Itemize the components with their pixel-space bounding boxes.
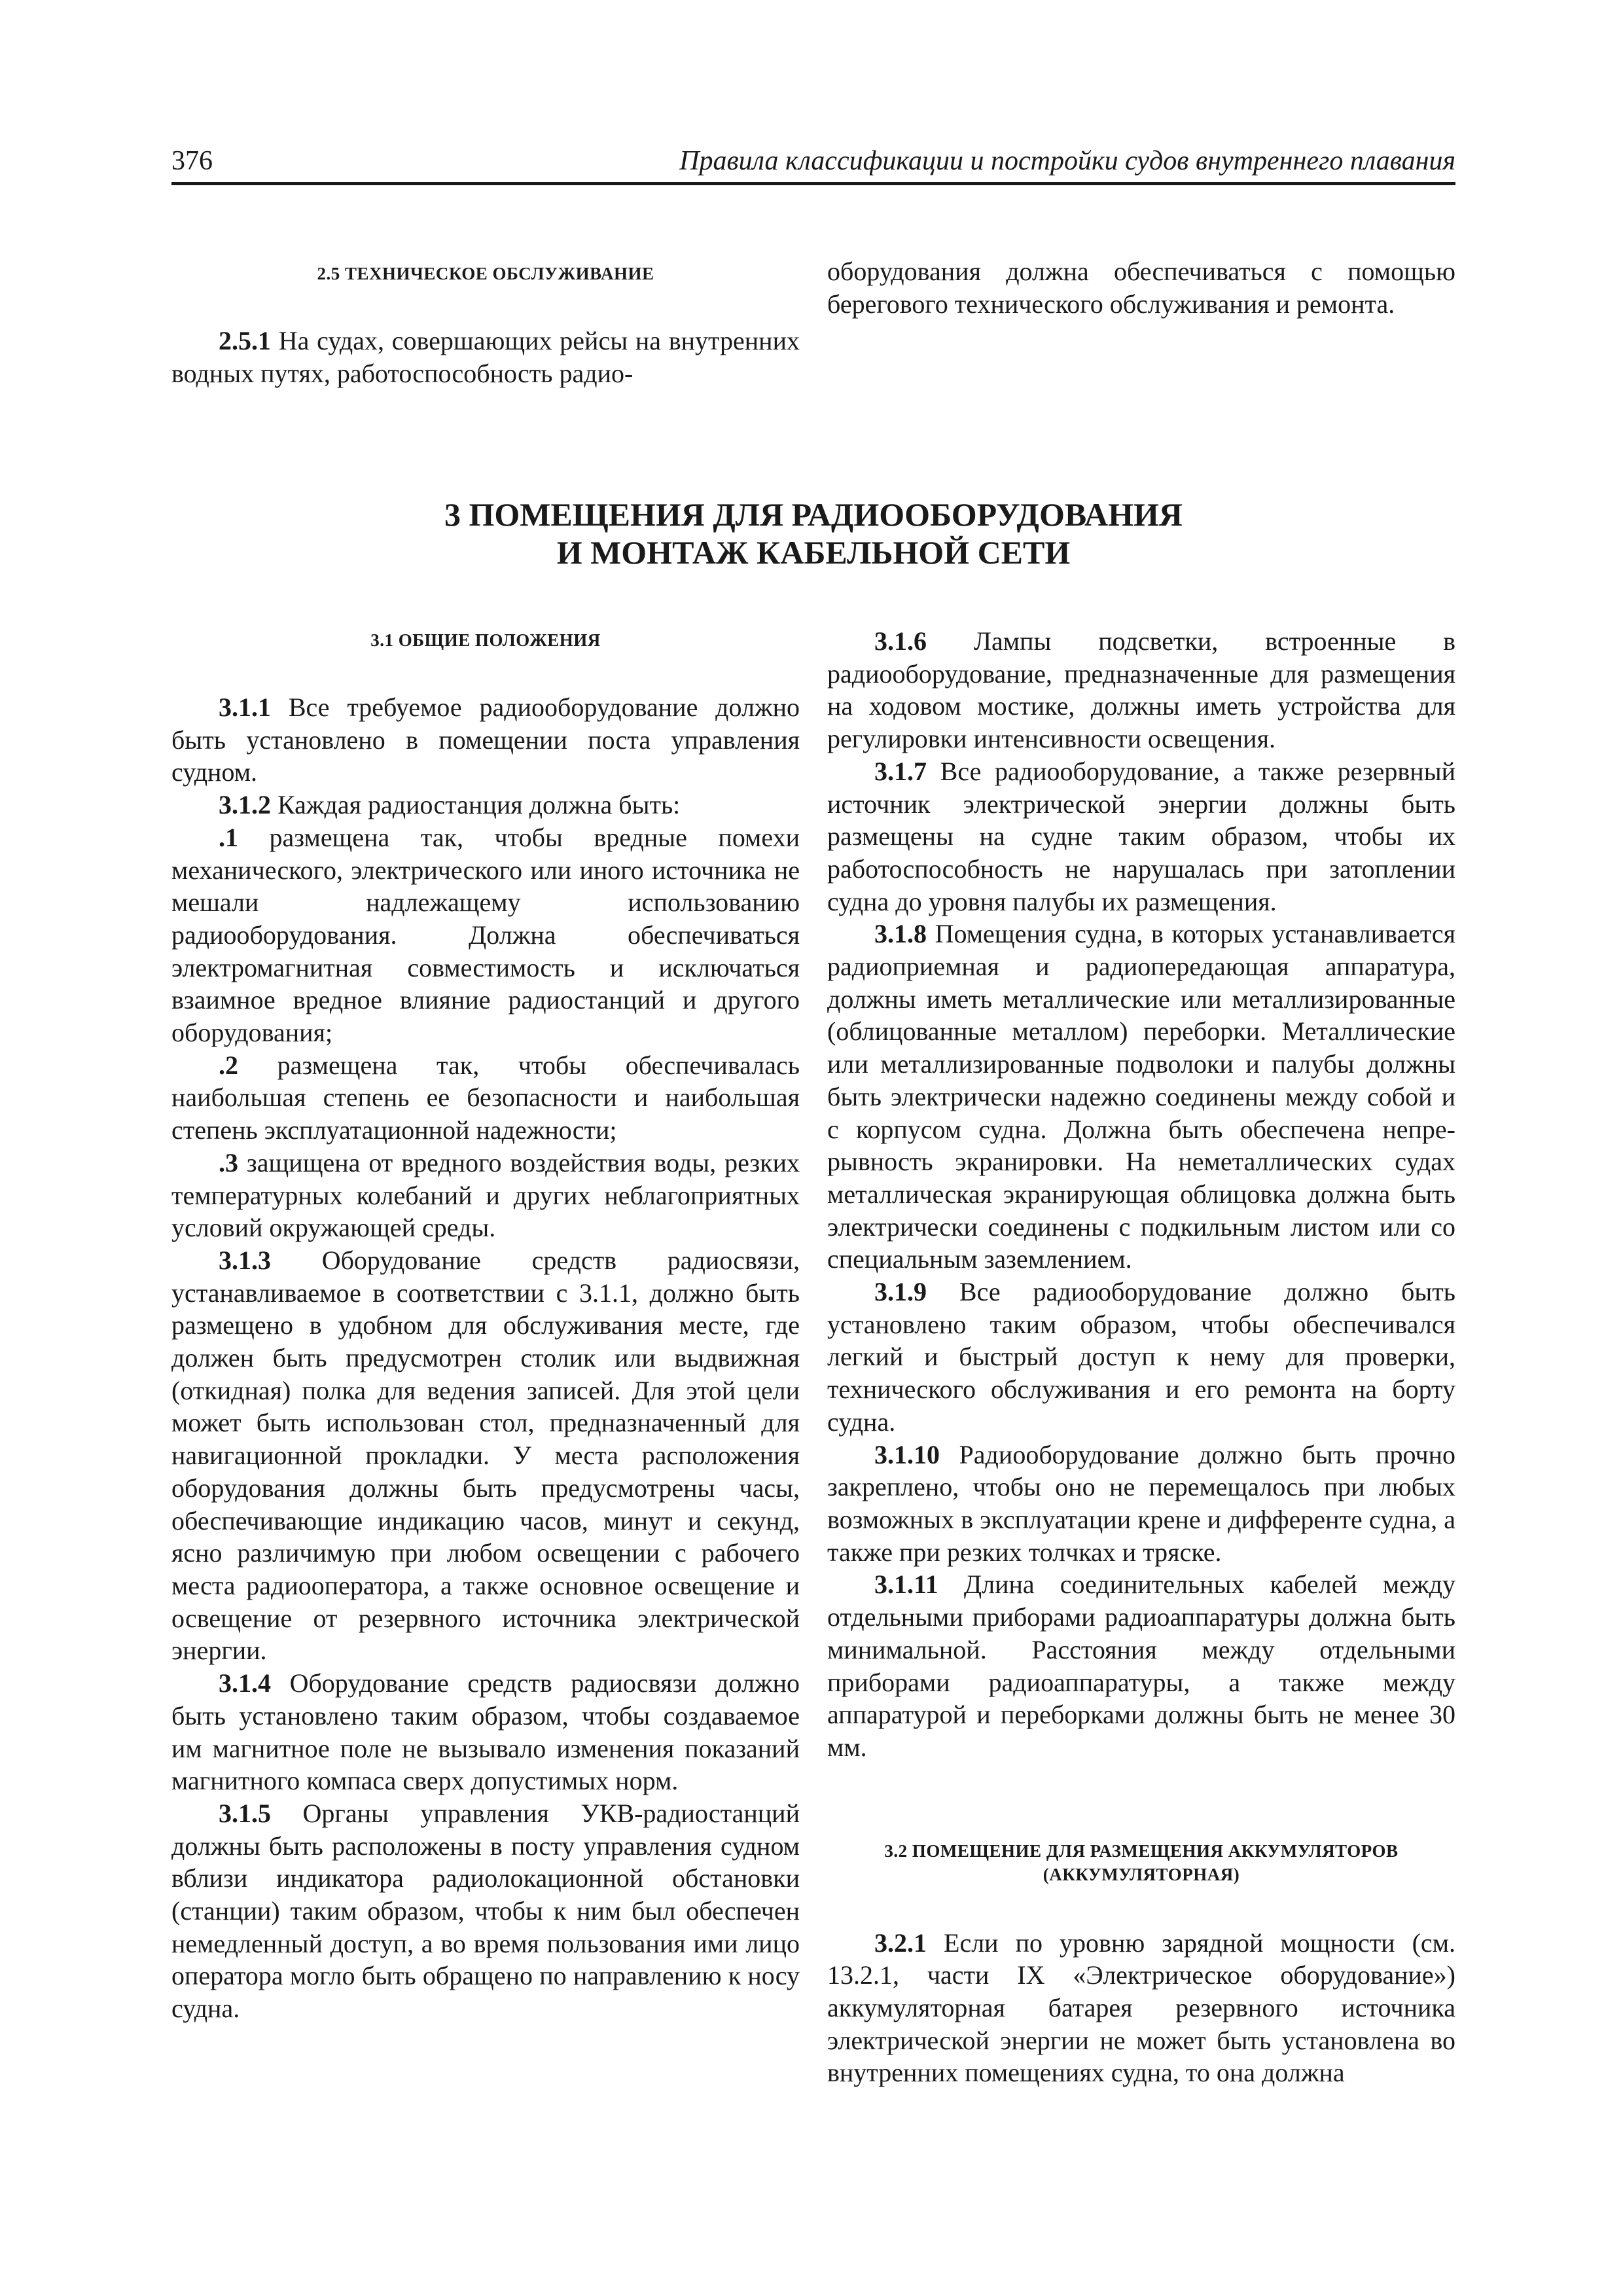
- item-number: .1: [219, 822, 238, 852]
- paragraph-3-1-9: [827, 1276, 1455, 1439]
- section-heading-3-2-line-2: (АККУМУЛЯТОРНАЯ): [1043, 1864, 1240, 1884]
- chapter-title: [171, 495, 1455, 571]
- paragraph-text: Все требуемое радиооборудование должно быть установлено в помещении поста управления судном.: [171, 692, 800, 787]
- chapter-title-line-2: И МОНТАЖ КАБЕЛЬНОЙ СЕТИ: [556, 534, 1071, 571]
- item-text: защищена от вредного воздействия воды, резких температурных колебаний и других неблагоприятных условий окружающей среды.: [171, 1147, 800, 1243]
- paragraph-number: 3.1.3: [219, 1245, 271, 1275]
- paragraph-3-1-4: [171, 1667, 800, 1797]
- section-heading-3-1: 3.1 ОБЩИЕ ПОЛОЖЕНИЯ: [370, 630, 601, 650]
- paragraph-number: 3.1.7: [874, 756, 927, 786]
- paragraph-text: Помещения судна, в которых устанавливается радиоприемная и радиопередающая аппаратура, должны иметь металлические или металлизированные (облицованные металлом) переборки. Металлические или металлизированные подволоки и палубы должны быть электрически надежно соединены между собой и с корпусом судна. Должна быть обеспечена непре-рывность экранировки. На неметаллических судах металлическая экранирующая облицовка должна быть электрически соединены с подкильным листом или со специальным заземлением.: [827, 919, 1455, 1274]
- paragraph-number: 3.1.11: [874, 1570, 938, 1600]
- paragraph-number: 3.1.10: [874, 1439, 940, 1469]
- paragraph-3-1-8: [827, 918, 1455, 1276]
- left-column: [171, 628, 800, 2025]
- paragraph-3-2-1: [827, 1927, 1455, 2090]
- paragraph-number: 3.1.5: [219, 1798, 271, 1828]
- paragraph-number: 3.1.2: [219, 790, 271, 820]
- paragraph-number: 3.2.1: [874, 1928, 927, 1958]
- paragraph-number: 3.1.9: [874, 1277, 927, 1307]
- paragraph-number: 3.1.8: [874, 919, 927, 949]
- right-column: [827, 625, 1455, 2089]
- top-right-column: [827, 255, 1455, 320]
- paragraph-3-1-6: [827, 625, 1455, 755]
- section-heading-3-2: [827, 1839, 1455, 1886]
- section-heading-3-2-line-1: 3.2 ПОМЕЩЕНИЕ ДЛЯ РАЗМЕЩЕНИЯ АККУМУЛЯТОРОВ: [884, 1840, 1399, 1861]
- paragraph-text: Все радиооборудование должно быть установлено таким образом, чтобы обеспечивался легкий и быстрый доступ к нему для проверки, технического обслуживания и его ремонта на борту судна.: [827, 1277, 1455, 1437]
- paragraph-3-1-11: [827, 1568, 1455, 1763]
- list-item-2: [171, 1049, 800, 1147]
- paragraph-2-5-1-continued: оборудования должна обеспечиваться с помощью берегового технического обслуживания и ремонта.: [827, 257, 1455, 319]
- paragraph-text: Оборудование средств радиосвязи должно быть установлено таким образом, чтобы создаваемое им магнитное поле не вызывало изменения показаний магнитного компаса сверх допустимых норм.: [171, 1668, 800, 1796]
- running-header: [171, 143, 1455, 185]
- paragraph-text: Оборудование средств радиосвязи, устанавливаемое в соответствии с 3.1.1, должно быть размещено в удобном для обслуживания месте, где должен быть предусмотрен столик или выдвижная (откидная) полка для ведения записей. Для этой цели может быть использован стол, предназначенный для навигационной прокладки. У места расположения оборудования должны быть предусмотрены часы, обеспечивающие индикацию часов, минут и секунд, ясно различимую при любом освещении с рабочего места радиооператора, а также основное освещение и освещение от резервного источника электрической энергии.: [171, 1245, 800, 1666]
- paragraph-text: Каждая радиостанция должна быть:: [271, 790, 681, 820]
- section-heading-2-5: 2.5 ТЕХНИЧЕСКОЕ ОБСЛУЖИВАНИЕ: [317, 264, 654, 283]
- paragraph-text: Лампы подсветки, встроенные в радиооборудование, предназначенные для размещения на ходовом мостике, должны иметь устройства для регулировки интенсивности освещения.: [827, 626, 1455, 754]
- item-text: размещена так, чтобы обеспечивалась наибольшая степень ее безопасности и наибольшая степень эксплуатационной надежности;: [171, 1050, 800, 1145]
- item-number: .3: [219, 1147, 238, 1177]
- paragraph-text: Все радиооборудование, а также резервный источник электрической энергии должны быть размещены на судне таким образом, чтобы их работоспособность не нарушалась при затоплении судна до уровня палубы их размещения.: [827, 756, 1455, 916]
- list-item-1: [171, 821, 800, 1049]
- paragraph-text: Радиооборудование должно быть прочно закреплено, чтобы оно не перемещалось при любых возможных в эксплуатации крене и дифференте судна, а также при резких толчках и тряске.: [827, 1439, 1455, 1567]
- item-number: .2: [219, 1050, 238, 1080]
- paragraph-number: 2.5.1: [219, 326, 271, 355]
- paragraph-text: На судах, совершающих рейсы на внутренних водных путях, работоспособность радио-: [171, 326, 800, 388]
- page-number: 376: [171, 146, 213, 176]
- paragraph-3-1-3: [171, 1244, 800, 1667]
- paragraph-number: 3.1.6: [874, 626, 927, 656]
- paragraph-text: Длина соединительных кабелей между отдельными приборами радиоаппаратуры должна быть минимальной. Расстояния между отдельными приборами радиоаппаратуры, а также между аппаратурой и переборками должны быть не менее 30 мм.: [827, 1570, 1455, 1762]
- chapter-title-line-1: 3 ПОМЕЩЕНИЯ ДЛЯ РАДИООБОРУДОВАНИЯ: [444, 496, 1183, 533]
- paragraph-3-1-2: [171, 789, 800, 821]
- paragraph-3-1-1: [171, 691, 800, 789]
- paragraph-2-5-1: [171, 325, 800, 389]
- paragraph-number: 3.1.4: [219, 1668, 271, 1698]
- top-left-column: [171, 262, 800, 389]
- paragraph-3-1-7: [827, 755, 1455, 918]
- list-item-3: [171, 1147, 800, 1244]
- paragraph-text: Если по уровню зарядной мощности (см. 13.2.1, части IX «Электрическое оборудование») аккумуляторная батарея резервного источника электрической энергии не может быть установлена во внутренних помещениях судна, то она должна: [827, 1928, 1455, 2088]
- running-title: Правила классификации и постройки судов внутреннего плавания: [679, 146, 1455, 176]
- paragraph-number: 3.1.1: [219, 692, 271, 722]
- item-text: размещена так, чтобы вредные помехи механического, электрического или иного источника не мешали надлежащему использованию радиооборудования. Должна обеспечиваться электромагнитная совместимость и исключаться взаимное вредное влияние радиостанций и другого оборудования;: [171, 822, 800, 1048]
- paragraph-text: Органы управления УКВ-радиостанций должны быть расположены в посту управления судном вблизи индикатора радиолокационной обстановки (станции) таким образом, чтобы к ним был обеспечен немедленный доступ, а во время пользования ими лицо оператора могло быть обращено по направлению к носу судна.: [171, 1798, 800, 2024]
- paragraph-3-1-5: [171, 1797, 800, 2025]
- paragraph-3-1-10: [827, 1439, 1455, 1569]
